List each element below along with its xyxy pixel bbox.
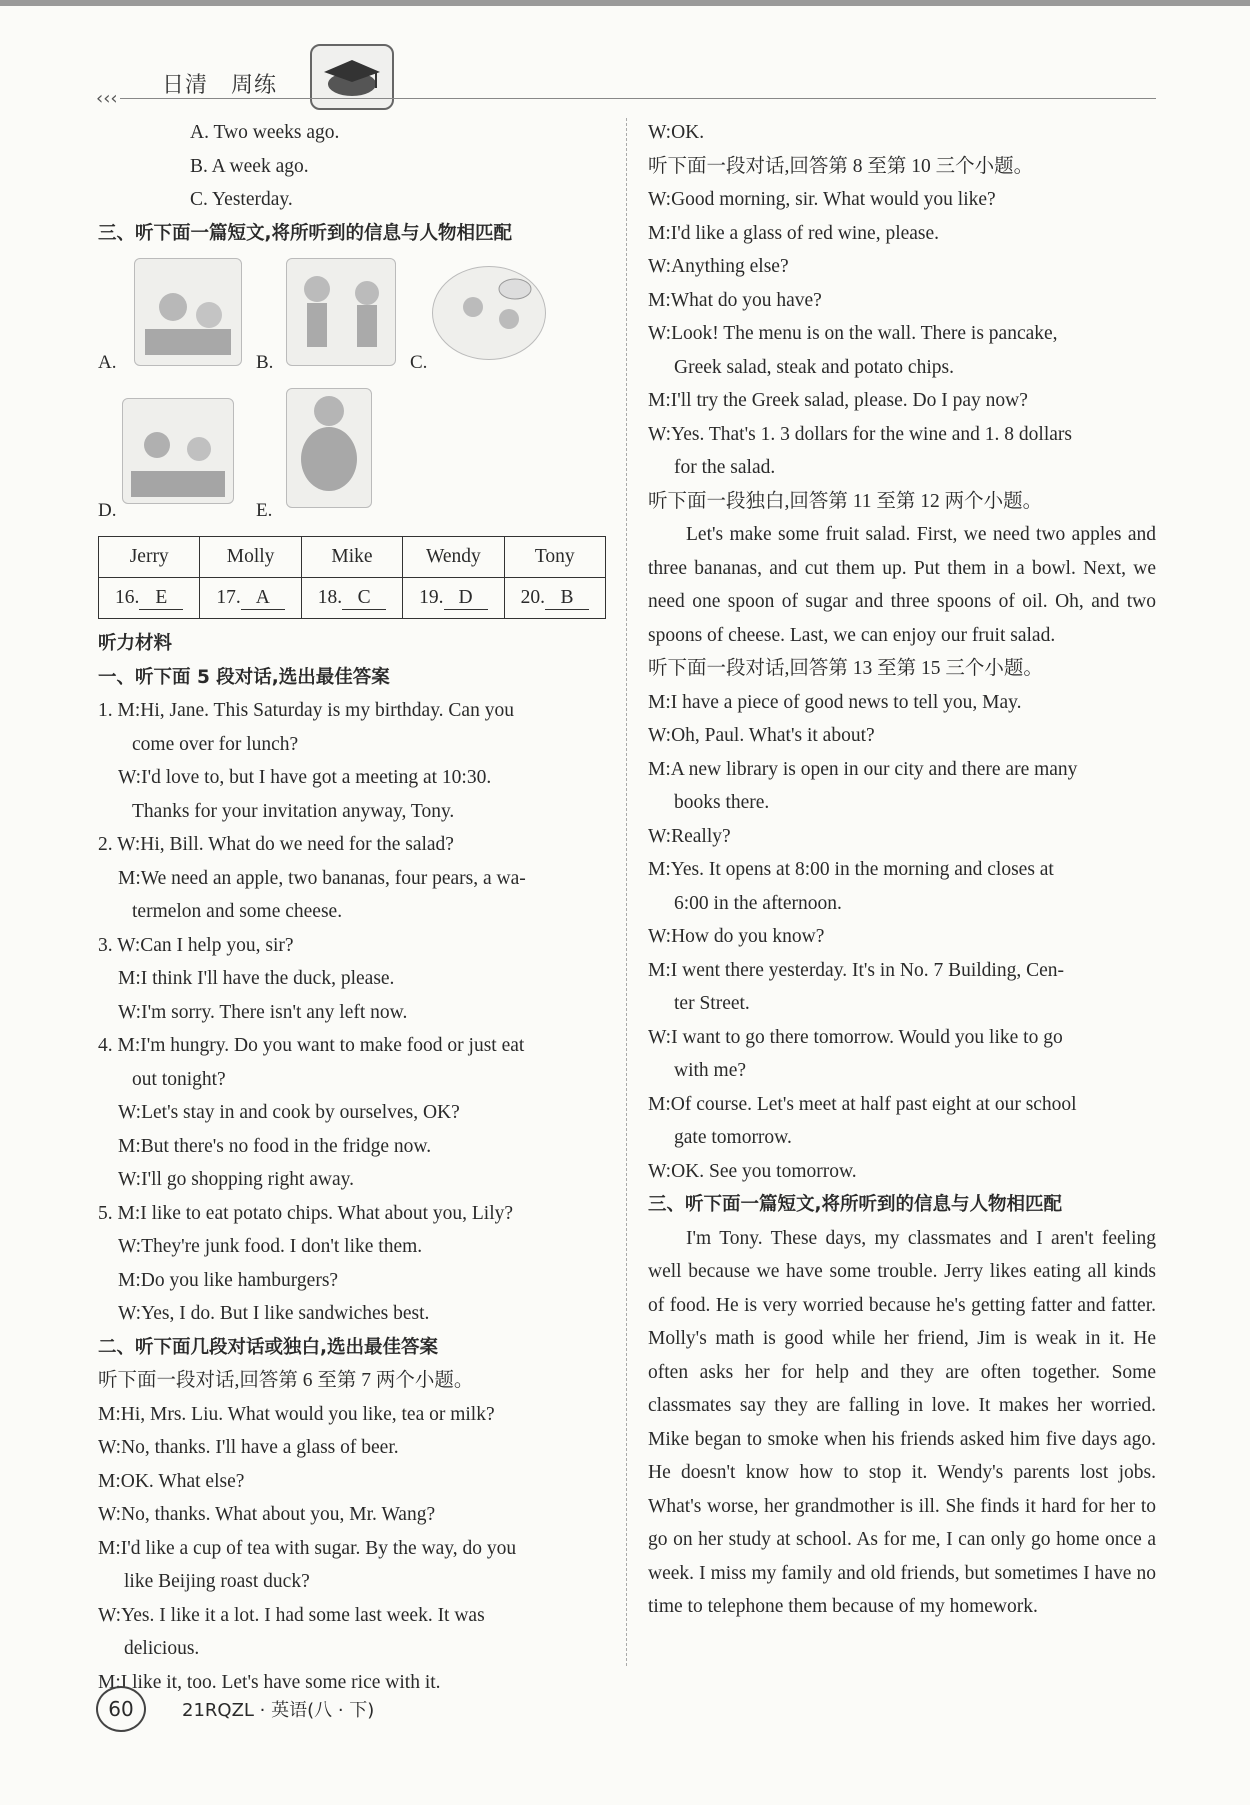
materials-title: 听力材料 (98, 633, 173, 654)
answer-blank: B (545, 587, 589, 610)
answer-blank: D (444, 587, 488, 610)
subheading-13-15: 听下面一段对话,回答第 13 至第 15 三个小题。 (648, 658, 1043, 679)
top-band (0, 0, 1250, 6)
dialog-line: W:Anything else? (648, 256, 789, 277)
graduation-cap-icon (310, 44, 394, 110)
dialog-line: W:OK. (648, 122, 705, 143)
monologue-paragraph: Let's make some fruit salad. First, we need two apples and three bananas, and cut them up. Put them in a bowl. Next, we need one spoon of sugar and three spoons of oil. Oh, and two spoons of cheese. Last, we can enjoy our fruit salad. (648, 524, 1156, 646)
page-header (96, 58, 1156, 108)
dialog-8-10 (648, 183, 1156, 485)
dialog-line: M:Of course. Let's meet at half past eight at our school (648, 1093, 1077, 1115)
dialog-line: W:Oh, Paul. What's it about? (648, 725, 875, 746)
answer-blank: C (342, 587, 386, 610)
dialog-list (98, 694, 608, 1331)
picture-c-label: C. (410, 352, 428, 373)
triple-chevron-icon: ‹‹‹ (96, 88, 118, 109)
picture-e-label: E. (256, 500, 273, 521)
table-header-cell: Wendy (403, 537, 504, 578)
dialog-line: 5. M:I like to eat potato chips. What about you, Lily? (98, 1202, 514, 1224)
dialog-line: Greek salad, steak and potato chips. (674, 356, 954, 378)
dialog-line: 2. W:Hi, Bill. What do we need for the salad? (98, 834, 454, 855)
picture-b-label: B. (256, 352, 274, 373)
dialog-line: 4. M:I'm hungry. Do you want to make food or just eat (98, 1035, 525, 1056)
dialog-line: M:A new library is open in our city and there are many (648, 758, 1078, 780)
dialog-line: W:Really? (648, 825, 731, 847)
right-column (648, 116, 1156, 1624)
section1-title: 一、听下面 5 段对话,选出最佳答案 (98, 666, 390, 688)
couple-talk-image (432, 266, 546, 360)
subheading-11-12: 听下面一段独白,回答第 11 至第 12 两个小题。 (648, 490, 1043, 512)
header-label: 日清 周练 (162, 73, 278, 98)
dialog-line: W:I'm sorry. There isn't any left now. (118, 1001, 408, 1023)
dialog-line: ter Street. (674, 993, 750, 1014)
dialog-6-7 (98, 1398, 608, 1700)
worried-family-image (122, 398, 234, 504)
matching-pictures (98, 250, 608, 530)
answer-blank: A (241, 587, 285, 610)
question-number: 19. (419, 587, 444, 609)
dialog-line: W:OK. See you tomorrow. (648, 1160, 857, 1182)
table-header-cell: Molly (200, 537, 301, 578)
dialog-line: W:No, thanks. What about you, Mr. Wang? (98, 1504, 436, 1525)
dialog-line: out tonight? (132, 1068, 226, 1090)
table-header-cell: Tony (504, 537, 605, 578)
picture-a-label: A. (98, 352, 117, 373)
question-number: 20. (520, 587, 545, 609)
column-divider (626, 118, 627, 1666)
question-number: 17. (216, 587, 241, 609)
dialog-line: M:Do you like hamburgers? (118, 1269, 339, 1291)
passage-paragraph: I'm Tony. These days, my classmates and I aren't feeling well because we have some trouble. Jerry likes eating all kinds of food. He is very worried because he's getting fatter and fatter. Molly's math is good while her friend, Jim is weak in it. He often asks her for help and they are often together. Some classmates say they are falling in love. It makes her worried. Mike began to smoke when his friends asked him five days ago. He doesn't know how to stop it. Wendy's parents lost jobs. What's worse, her grandmother is ill. She finds it hard for her to go on her study at school. As for me, I can only go home once a week. I miss my family and old friends, but sometimes I have no time to telephone them because of my homework. (648, 1227, 1156, 1617)
option-c: C. Yesterday. (190, 189, 293, 210)
dialog-line: gate tomorrow. (674, 1127, 792, 1148)
header-rule (120, 98, 1156, 99)
dialog-line: M:I like it, too. Let's have some rice with it. (98, 1671, 441, 1693)
dialog-line: W:Good morning, sir. What would you like? (648, 189, 996, 210)
table-header-cell: Jerry (99, 537, 200, 578)
answer-blank: E (139, 587, 183, 610)
question-number: 16. (115, 587, 140, 609)
table-cell (200, 578, 301, 619)
book-code: 21RQZL · 英语(八 · 下) (182, 1700, 375, 1721)
answer-table (98, 536, 606, 619)
dialog-line: M:We need an apple, two bananas, four pears, a wa- (118, 867, 526, 889)
dialog-13-15 (648, 686, 1156, 1189)
dialog-line: W:No, thanks. I'll have a glass of beer. (98, 1437, 399, 1458)
dialog-line: M:Yes. It opens at 8:00 in the morning and closes at (648, 859, 1054, 880)
dialog-line: come over for lunch? (132, 733, 299, 755)
subheading-8-10: 听下面一段对话,回答第 8 至第 10 三个小题。 (648, 155, 1034, 177)
dialog-line: W:Yes. I like it a lot. I had some last week. It was (98, 1604, 485, 1626)
dialog-line: W:Look! The menu is on the wall. There is pancake, (648, 323, 1058, 344)
dialog-line: M:Hi, Mrs. Liu. What would you like, tea or milk? (98, 1403, 495, 1425)
dialog-line: W:I'd love to, but I have got a meeting at 10:30. (118, 767, 492, 788)
dialog-line: with me? (674, 1060, 747, 1081)
table-cell (403, 578, 504, 619)
dialog-line: W:I want to go there tomorrow. Would you like to go (648, 1026, 1063, 1048)
picture-d-label: D. (98, 500, 117, 521)
dialog-line: like Beijing roast duck? (124, 1571, 310, 1592)
table-row (99, 537, 606, 578)
dialog-line: delicious. (124, 1638, 200, 1659)
dialog-line: W:Yes. That's 1. 3 dollars for the wine and 1. 8 dollars (648, 423, 1072, 445)
table-cell (301, 578, 402, 619)
dialog-line: W:Yes, I do. But I like sandwiches best. (118, 1303, 430, 1324)
left-column (98, 116, 608, 1699)
dialog-line: 1. M:Hi, Jane. This Saturday is my birthday. Can you (98, 700, 514, 721)
dialog-line: for the salad. (674, 457, 776, 478)
dialog-line: M:I have a piece of good news to tell you, May. (648, 691, 1022, 713)
dialog-line: M:I'd like a cup of tea with sugar. By the way, do you (98, 1537, 517, 1559)
section2-title: 二、听下面几段对话或独白,选出最佳答案 (98, 1336, 439, 1358)
dialog-line: M:I'll try the Greek salad, please. Do I pay now? (648, 390, 1028, 411)
dialog-line: W:They're junk food. I don't like them. (118, 1236, 423, 1257)
dialog-line: M:I think I'll have the duck, please. (118, 968, 395, 989)
dialog-line: M:I went there yesterday. It's in No. 7 Building, Cen- (648, 959, 1065, 981)
dialog-line: W:I'll go shopping right away. (118, 1169, 355, 1190)
dialog-line: W:Let's stay in and cook by ourselves, OK? (118, 1102, 460, 1123)
dialog-line: 3. W:Can I help you, sir? (98, 934, 294, 956)
dialog-line: M:But there's no food in the fridge now. (118, 1135, 432, 1157)
study-scene-image (134, 258, 242, 366)
dialog-line: Thanks for your invitation anyway, Tony. (132, 800, 455, 822)
subheading-6-7: 听下面一段对话,回答第 6 至第 7 两个小题。 (98, 1370, 474, 1391)
dialog-line: termelon and some cheese. (132, 901, 343, 922)
section3-title: 三、听下面一篇短文,将所听到的信息与人物相匹配 (98, 222, 513, 244)
dialog-line: M:OK. What else? (98, 1470, 245, 1492)
dialog-line: M:I'd like a glass of red wine, please. (648, 222, 940, 244)
eating-boy-image (286, 388, 372, 508)
table-cell (99, 578, 200, 619)
option-b: B. A week ago. (190, 155, 309, 177)
question-number: 18. (317, 587, 343, 609)
dialog-line: books there. (674, 792, 770, 813)
table-header-cell: Mike (301, 537, 402, 578)
dialog-line: M:What do you have? (648, 289, 822, 311)
option-a: A. Two weeks ago. (190, 122, 340, 143)
dialog-line: 6:00 in the afternoon. (674, 892, 842, 914)
table-row (99, 578, 606, 619)
table-cell (504, 578, 605, 619)
section3-title-right: 三、听下面一篇短文,将所听到的信息与人物相匹配 (648, 1194, 1063, 1215)
dialog-line: W:How do you know? (648, 926, 825, 947)
smoking-friends-image (286, 258, 396, 366)
page-number: 60 (96, 1686, 146, 1732)
